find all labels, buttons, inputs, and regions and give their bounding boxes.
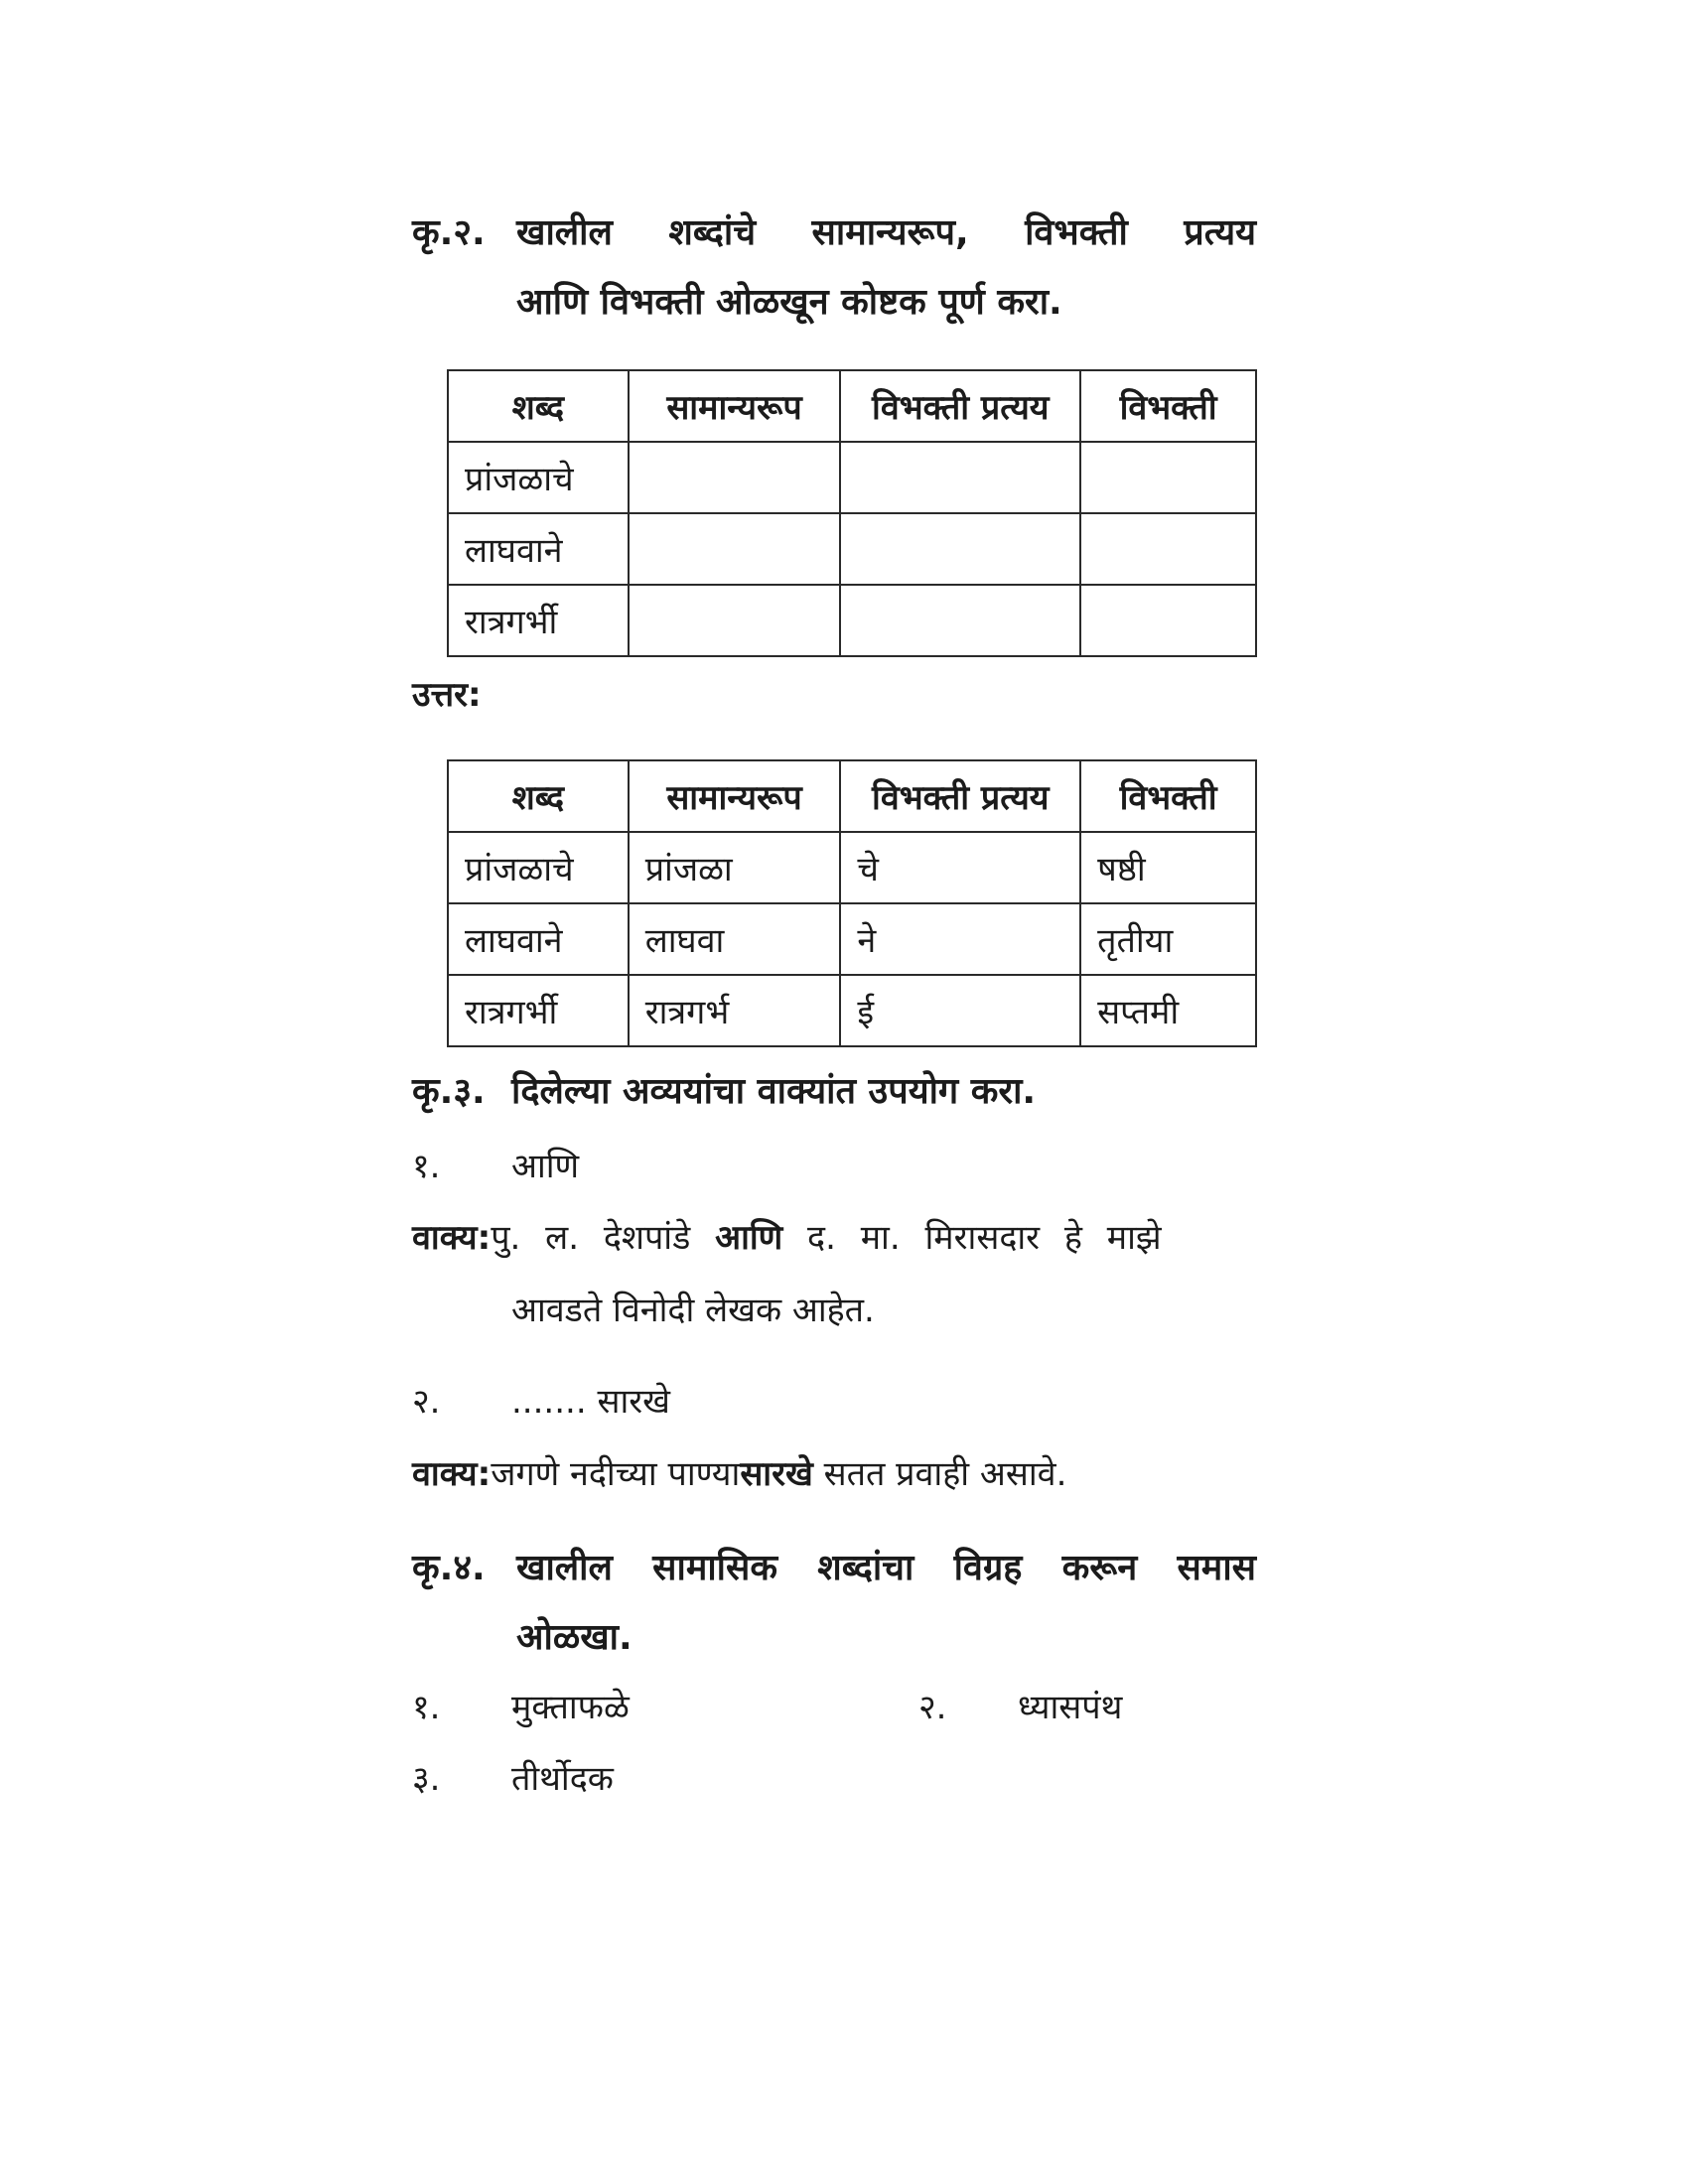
blank-cell xyxy=(840,513,1080,585)
sentence-label: वाक्य: xyxy=(412,1454,492,1494)
q3-sentence-2 xyxy=(412,1449,1066,1499)
q4-item-2 xyxy=(918,1683,1122,1732)
cell-pratyay: ने xyxy=(840,903,1080,975)
header-samanyarup: सामान्यरूप xyxy=(629,370,841,442)
cell-word: रात्रगर्भी xyxy=(448,585,629,656)
sentence-part: पु. ल. देशपांडे xyxy=(491,1218,716,1258)
sentence-keyword: सारखे xyxy=(740,1454,813,1494)
cell-samanyarup: रात्रगर्भ xyxy=(629,975,841,1046)
header-samanyarup: सामान्यरूप xyxy=(629,760,841,832)
cell-word: लाघवाने xyxy=(448,513,629,585)
question-table xyxy=(447,369,1257,657)
table-row xyxy=(448,513,1256,585)
cell-vibhakti: सप्तमी xyxy=(1080,975,1256,1046)
cell-word: प्रांजळाचे xyxy=(448,832,629,903)
table-row xyxy=(448,832,1256,903)
blank-cell xyxy=(840,585,1080,656)
answer-table xyxy=(447,759,1257,1047)
header-vibhakti-pratyay: विभक्ती प्रत्यय xyxy=(840,370,1080,442)
item-number: २. xyxy=(918,1688,947,1727)
table-row xyxy=(448,975,1256,1046)
cell-vibhakti: षष्ठी xyxy=(1080,832,1256,903)
item-number: १. xyxy=(412,1688,441,1727)
table-row xyxy=(448,903,1256,975)
q2-number: कृ.२. xyxy=(412,212,486,253)
blank-cell xyxy=(840,442,1080,513)
q2-line1: खालील शब्दांचे सामान्यरूप, विभक्ती प्रत्यय xyxy=(516,212,1256,253)
item-word: ध्यासपंथ xyxy=(1018,1688,1123,1727)
q3-item-2 xyxy=(412,1377,670,1427)
sentence-part: द. मा. मिरासदार हे माझे xyxy=(782,1218,1162,1258)
cell-pratyay: ई xyxy=(840,975,1080,1046)
q3-item-1 xyxy=(412,1142,579,1191)
table-row xyxy=(448,442,1256,513)
cell-vibhakti: तृतीया xyxy=(1080,903,1256,975)
q4-line1: खालील सामासिक शब्दांचा विग्रह करून समास xyxy=(516,1548,1256,1588)
item-number: २. xyxy=(412,1382,441,1422)
sentence-keyword: आणि xyxy=(715,1218,783,1258)
cell-word: लाघवाने xyxy=(448,903,629,975)
header-shabda: शब्द xyxy=(448,370,629,442)
q4-heading xyxy=(412,1534,1256,1673)
sentence-part: सतत प्रवाही असावे. xyxy=(812,1454,1067,1494)
q2-heading xyxy=(412,199,1256,338)
header-vibhakti: विभक्ती xyxy=(1080,370,1256,442)
blank-cell xyxy=(629,442,841,513)
q3-sentence-1 xyxy=(412,1213,1256,1263)
item-word: मुक्ताफळे xyxy=(511,1688,630,1727)
q2-line2: आणि विभक्ती ओळखून कोष्टक पूर्ण करा. xyxy=(516,282,1062,323)
blank-cell xyxy=(629,585,841,656)
table-header-row xyxy=(448,760,1256,832)
cell-samanyarup: लाघवा xyxy=(629,903,841,975)
q3-number: कृ.३. xyxy=(412,1071,486,1112)
header-vibhakti-pratyay: विभक्ती प्रत्यय xyxy=(840,760,1080,832)
item-number: ३. xyxy=(412,1759,441,1799)
q4-item-1 xyxy=(412,1683,630,1732)
header-vibhakti: विभक्ती xyxy=(1080,760,1256,832)
table-header-row xyxy=(448,370,1256,442)
item-word: आणि xyxy=(511,1147,580,1186)
q4-number: कृ.४. xyxy=(412,1548,486,1588)
blank-cell xyxy=(629,513,841,585)
table-row xyxy=(448,585,1256,656)
header-shabda: शब्द xyxy=(448,760,629,832)
blank-cell xyxy=(1080,585,1256,656)
q4-line2: ओळखा. xyxy=(516,1617,633,1658)
item-word: ....... सारखे xyxy=(511,1382,670,1422)
blank-cell xyxy=(1080,513,1256,585)
cell-word: रात्रगर्भी xyxy=(448,975,629,1046)
q3-sentence-1-line2: आवडते विनोदी लेखक आहेत. xyxy=(511,1291,875,1330)
blank-cell xyxy=(1080,442,1256,513)
sentence-label: वाक्य: xyxy=(412,1218,492,1258)
q3-heading xyxy=(412,1067,1036,1117)
q3-title: दिलेल्या अव्ययांचा वाक्यांत उपयोग करा. xyxy=(511,1071,1037,1112)
sentence-part: जगणे नदीच्या पाण्या xyxy=(491,1454,741,1494)
cell-pratyay: चे xyxy=(840,832,1080,903)
answer-label: उत्तर: xyxy=(412,675,482,715)
q4-item-3 xyxy=(412,1754,614,1804)
cell-samanyarup: प्रांजळा xyxy=(629,832,841,903)
cell-word: प्रांजळाचे xyxy=(448,442,629,513)
sentence-text xyxy=(491,1213,1256,1263)
item-word: तीर्थोदक xyxy=(511,1759,614,1799)
item-number: १. xyxy=(412,1147,441,1186)
